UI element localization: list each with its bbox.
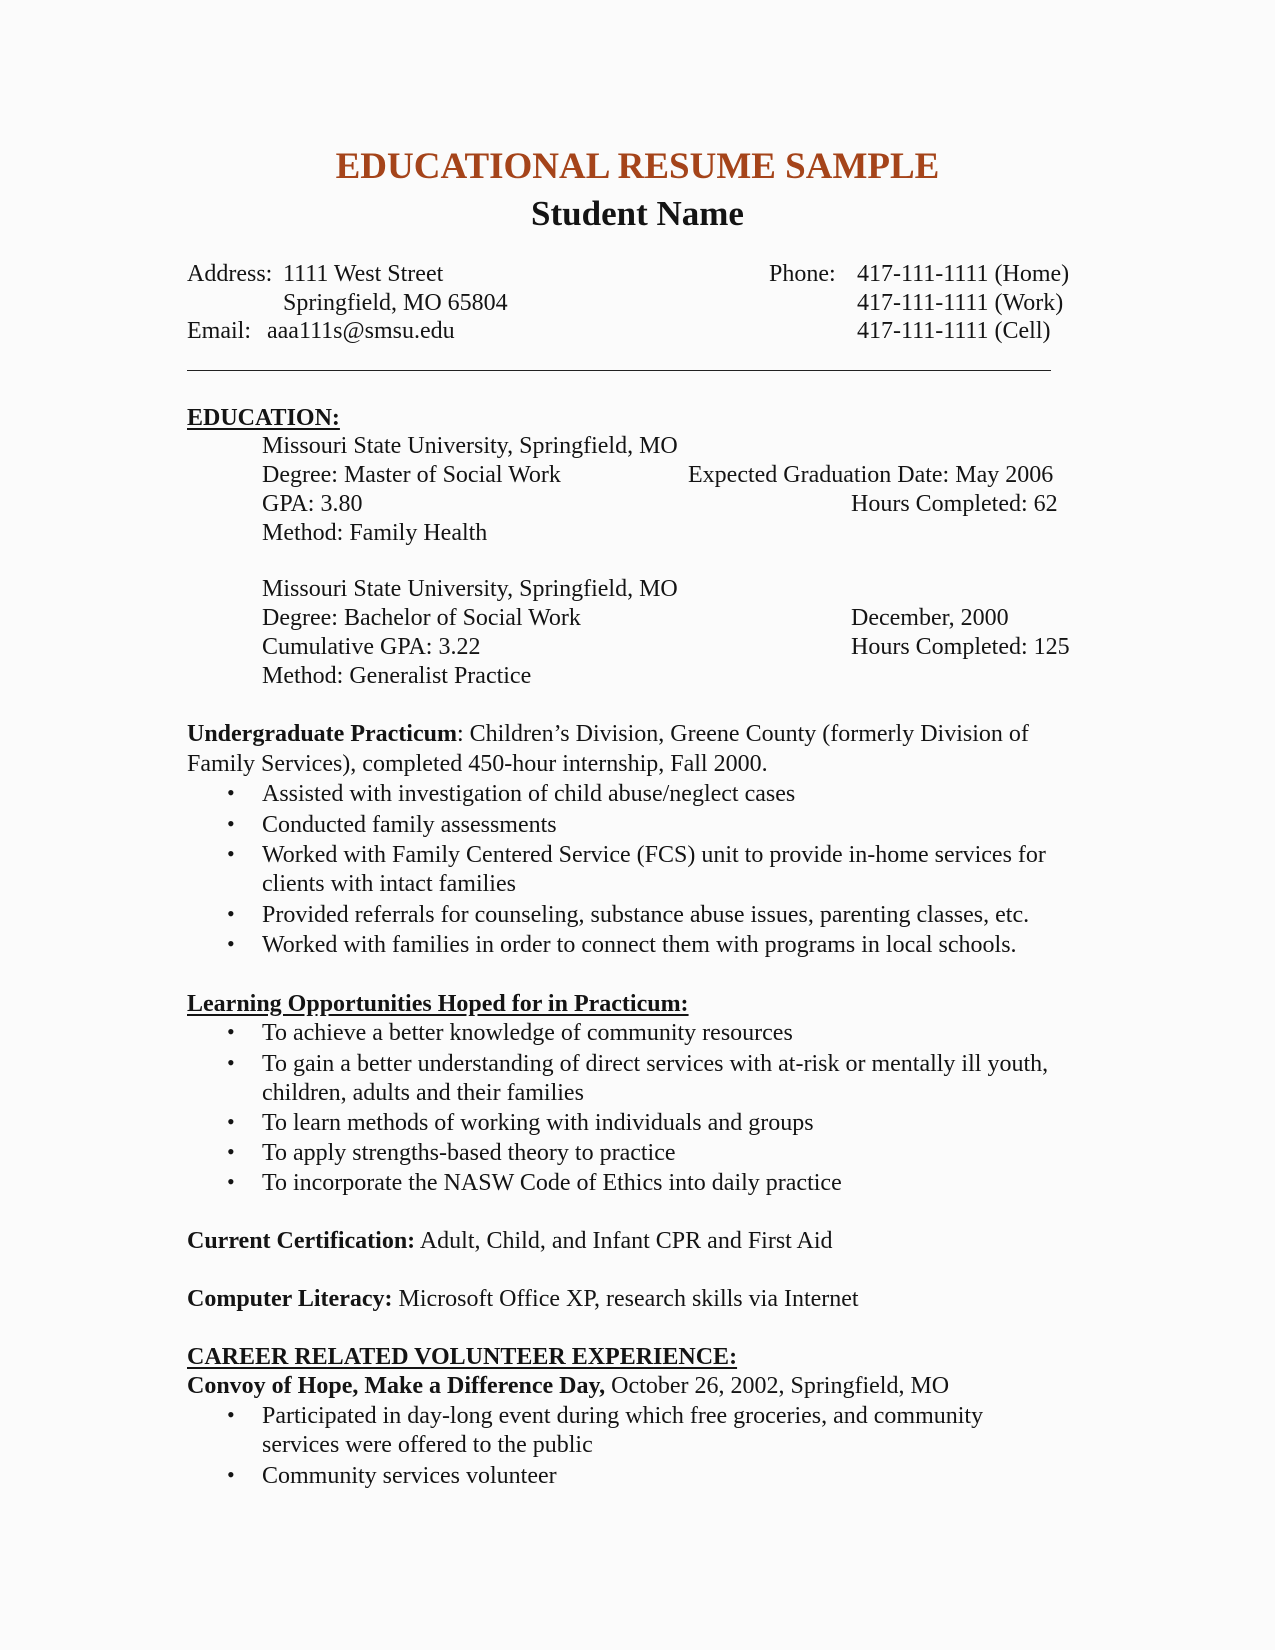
certification-label: Current Certification:	[187, 1228, 416, 1254]
education-heading: EDUCATION:	[187, 405, 340, 431]
bullet-icon: •	[227, 1050, 235, 1075]
edu-2-method: Method: Generalist Practice	[262, 663, 532, 689]
phone-home: 417-111-1111 (Home)	[857, 261, 1070, 287]
volunteer-bullet-1: Participated in day-long event during which free groceries, and community	[262, 1403, 984, 1429]
bullet-icon: •	[227, 780, 235, 805]
bullet-icon: •	[227, 1109, 235, 1134]
bullet-icon: •	[227, 841, 235, 866]
phone-cell: 417-111-1111 (Cell)	[857, 318, 1051, 344]
email-label: Email:	[187, 318, 251, 344]
computer-literacy-value: Microsoft Office XP, research skills via Internet	[392, 1286, 859, 1312]
practicum-line-2: Family Services), completed 450-hour internship, Fall 2000.	[187, 751, 768, 777]
bullet-icon: •	[227, 1139, 235, 1164]
address-label: Address:	[187, 261, 273, 287]
edu-2-gpa: Cumulative GPA: 3.22	[262, 634, 481, 660]
learning-bullet-2: To gain a better understanding of direct services with at-risk or mentally ill youth,	[262, 1051, 1049, 1077]
address-line-2: Springfield, MO 65804	[283, 290, 508, 316]
volunteer-heading: CAREER RELATED VOLUNTEER EXPERIENCE:	[187, 1344, 738, 1370]
volunteer-org: Convoy of Hope, Make a Difference Day,	[187, 1373, 606, 1399]
practicum-bullet-3: Worked with Family Centered Service (FCS) unit to provide in-home services for	[262, 842, 1046, 868]
phone-work: 417-111-1111 (Work)	[857, 290, 1064, 316]
learning-bullet-2-cont: children, adults and their families	[262, 1080, 584, 1106]
volunteer-details: October 26, 2002, Springfield, MO	[605, 1373, 950, 1399]
address-line-1: 1111 West Street	[283, 261, 444, 287]
edu-1-date: Expected Graduation Date: May 2006	[688, 462, 1054, 488]
certification-value: Adult, Child, and Infant CPR and First Aid	[415, 1228, 833, 1254]
student-name: Student Name	[531, 194, 744, 233]
learning-bullet-3: To learn methods of working with individuals and groups	[262, 1110, 814, 1136]
practicum-description: : Children’s Division, Greene County (formerly Division of	[456, 721, 1029, 747]
practicum-bullet-1: Assisted with investigation of child abuse/neglect cases	[262, 781, 796, 807]
bullet-icon: •	[227, 1402, 235, 1427]
practicum-bullet-5: Worked with families in order to connect them with programs in local schools.	[262, 932, 1017, 958]
volunteer-bullet-1-cont: services were offered to the public	[262, 1432, 593, 1458]
phone-label: Phone:	[769, 261, 836, 287]
bullet-icon: •	[227, 1019, 235, 1044]
edu-2-hours: Hours Completed: 125	[851, 634, 1070, 660]
bullet-icon: •	[227, 1462, 235, 1487]
practicum-label: Undergraduate Practicum	[187, 721, 457, 747]
volunteer-org-line	[187, 1374, 949, 1398]
bullet-icon: •	[227, 1169, 235, 1194]
learning-bullet-5: To incorporate the NASW Code of Ethics into daily practice	[262, 1170, 842, 1196]
bullet-icon: •	[227, 811, 235, 836]
edu-2-date: December, 2000	[851, 605, 1009, 631]
bullet-icon: •	[227, 931, 235, 956]
bullet-icon: •	[227, 901, 235, 926]
edu-1-school: Missouri State University, Springfield, MO	[262, 433, 678, 459]
edu-2-school: Missouri State University, Springfield, MO	[262, 576, 678, 602]
practicum-bullet-2: Conducted family assessments	[262, 812, 557, 838]
edu-1-degree: Degree: Master of Social Work	[262, 462, 561, 488]
divider-line	[187, 370, 1051, 371]
volunteer-bullet-2: Community services volunteer	[262, 1463, 557, 1489]
practicum-bullet-4: Provided referrals for counseling, substance abuse issues, parenting classes, etc.	[262, 902, 1030, 928]
certification-line	[187, 1229, 833, 1253]
edu-1-method: Method: Family Health	[262, 520, 488, 546]
practicum-line-1	[187, 722, 1029, 746]
learning-bullet-4: To apply strengths-based theory to practice	[262, 1140, 676, 1166]
edu-1-gpa: GPA: 3.80	[262, 491, 363, 517]
learning-bullet-1: To achieve a better knowledge of community resources	[262, 1020, 793, 1046]
email-value: aaa111s@smsu.edu	[267, 318, 455, 344]
edu-1-hours: Hours Completed: 62	[851, 491, 1058, 517]
resume-title: EDUCATIONAL RESUME SAMPLE	[335, 146, 940, 187]
learning-heading: Learning Opportunities Hoped for in Practicum:	[187, 991, 689, 1017]
computer-literacy-label: Computer Literacy:	[187, 1286, 393, 1312]
computer-literacy-line	[187, 1287, 859, 1311]
practicum-bullet-3-cont: clients with intact families	[262, 871, 516, 897]
edu-2-degree: Degree: Bachelor of Social Work	[262, 605, 581, 631]
